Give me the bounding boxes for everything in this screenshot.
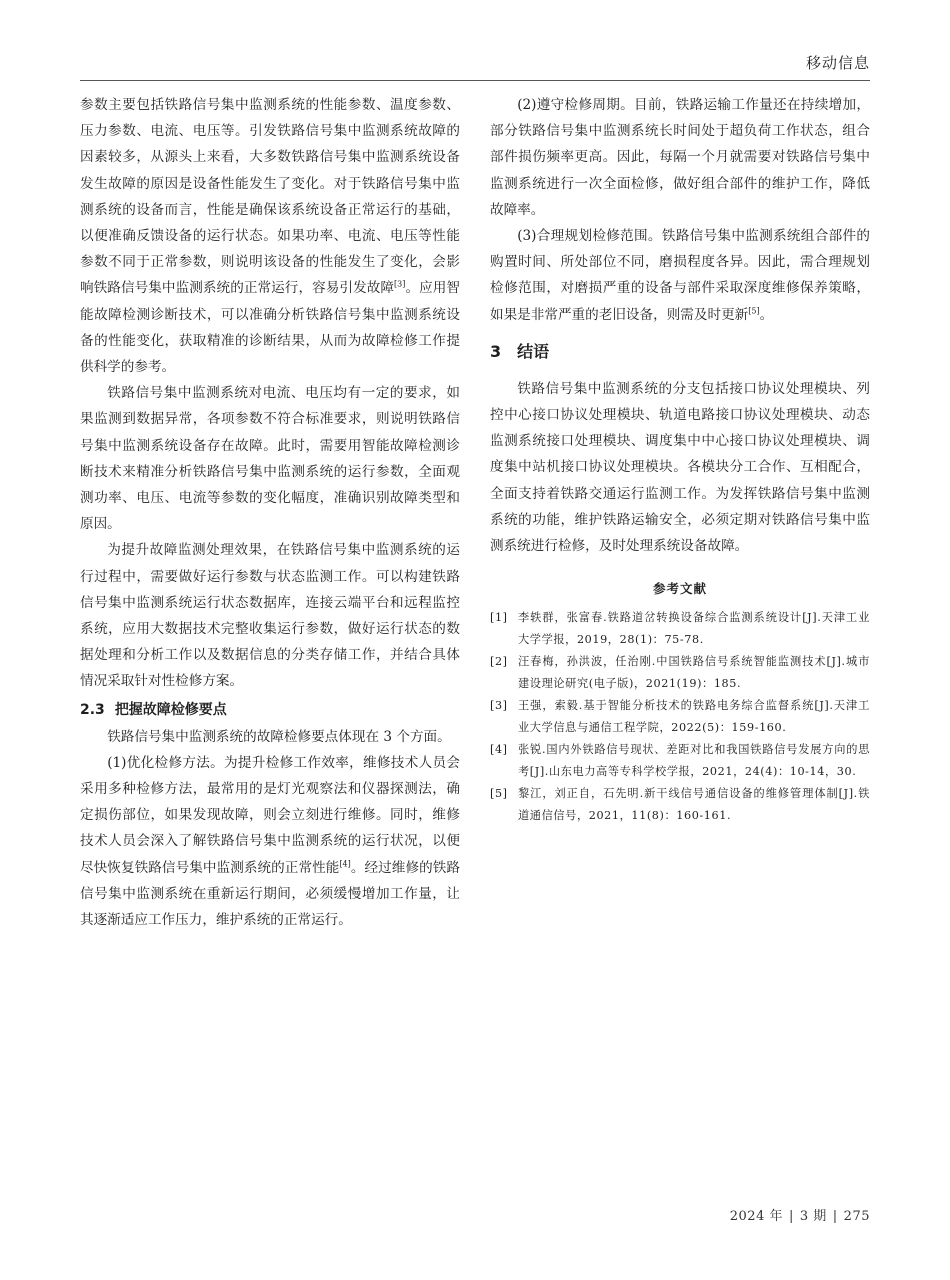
reference-number: [1] [490, 611, 508, 625]
page-number: 275 [843, 1209, 870, 1224]
paragraph-1-text: 参数主要包括铁路信号集中监测系统的性能参数、温度参数、压力参数、电流、电压等。引发铁路信号集中监测系统故障的因素较多，从源头上来看，大多数铁路信号集中监测系统设备发生故障的原因是设备性能发生了变化。对于铁路信号集中监测系统的设备而言，性能是确保该系统设备正常运行的基础，以便准确反馈设备的运行状态。如果功率、电流、电压等性能参数不同于正常参数，则说明该设备的性能发生了变化，会影响铁路信号集中监测系统的正常运行，容易引发故障 [80, 97, 460, 297]
citation-4[interactable]: [4] [339, 859, 351, 869]
references-list [490, 607, 870, 827]
paragraph-3: 为提升故障监测处理效果，在铁路信号集中监测系统的运行过程中，需要做好运行参数与状态监测工作。可以构建铁路信号集中监测系统运行状态数据库，连接云端平台和远程监控系统，应用大数据技术完整收集运行参数，做好运行状态的数据处理和分析工作以及数据信息的分类存储工作，并结合具体情况采取针对性检修方案。 [80, 542, 460, 690]
header-divider [80, 80, 870, 81]
reference-number: [2] [490, 655, 508, 669]
reference-item [490, 739, 870, 783]
paragraph-5 [80, 750, 460, 933]
journal-name: 移动信息 [805, 54, 870, 72]
reference-number: [5] [490, 787, 508, 801]
section-2-3-number: 2.3 [80, 701, 105, 718]
footer-separator: | [788, 1209, 794, 1224]
left-column [80, 92, 460, 933]
paragraph-5-text-cont: 。经过维修的铁路信号集中监测系统在重新运行期间，必须缓慢增加工作量，让其逐渐适应工作压力，维护系统的正常运行。 [80, 859, 461, 929]
reference-item [490, 695, 870, 739]
page-footer [730, 1205, 870, 1224]
footer-separator: | [832, 1209, 838, 1224]
paragraph-5-text: (1)优化检修方法。为提升检修工作效率，维修技术人员会采用多种检修方法，最常用的是灯光观察法和仪器探测法，确定损伤部位，如果发现故障，则会立刻进行维修。同时，维修技术人员会深入了解铁路信号集中监测系统的运行状况，以便尽快恢复铁路信号集中监测系统的正常性能 [80, 754, 460, 876]
section-3-heading [490, 340, 870, 364]
reference-item [490, 651, 870, 695]
paragraph-2: 铁路信号集中监测系统对电流、电压均有一定的要求，如果监测到数据异常，各项参数不符合标准要求，则说明铁路信号集中监测系统设备存在故障。此时，需要用智能故障检测诊断技术来精准分析铁路信号集中监测系统的运行参数，全面观测功率、电压、电流等参数的变化幅度，准确识别故障类型和原因。 [80, 385, 460, 533]
paragraph-7-text: (3)合理规划检修范围。铁路信号集中监测系统组合部件的购置时间、所处部位不同，磨损程度各异。因此，需合理规划检修范围，对磨损严重的设备与部件采取深度维修保养策略，如果是非常严重的老旧设备，则需及时更新 [490, 228, 870, 323]
section-3-title: 结语 [517, 341, 550, 361]
paragraph-7 [490, 223, 870, 328]
paragraph-6: (2)遵守检修周期。目前，铁路运输工作量还在持续增加，部分铁路信号集中监测系统长时间处于超负荷工作状态，组合部件损伤频率更高。因此，每隔一个月就需要对铁路信号集中监测系统进行一次全面检修，做好组合部件的维护工作，降低故障率。 [490, 97, 870, 218]
reference-text: 张锐.国内外铁路信号现状、差距对比和我国铁路信号发展方向的思考[J].山东电力高等专科学校学报，2021，24(4)：10-14，30. [518, 743, 870, 779]
citation-5[interactable]: [5] [748, 306, 760, 316]
section-2-3-title: 把握故障检修要点 [114, 701, 227, 718]
paragraph-8: 铁路信号集中监测系统的分支包括接口协议处理模块、列控中心接口协议处理模块、轨道电路接口协议处理模块、动态监测系统接口处理模块、调度集中中心接口协议处理模块、调度集中站机接口协议处理模块。各模块分工合作、互相配合，全面支持着铁路交通运行监测工作。为发挥铁路信号集中监测系统的功能，维护铁路运输安全，必须定期对铁路信号集中监测系统进行检修，及时处理系统设备故障。 [490, 380, 870, 555]
paragraph-4: 铁路信号集中监测系统的故障检修要点体现在 3 个方面。 [107, 728, 451, 745]
reference-item [490, 607, 870, 651]
right-column [490, 92, 870, 827]
section-2-3-heading [80, 698, 460, 722]
reference-text: 王强，索毅.基于智能分析技术的铁路电务综合监督系统[J].天津工业大学信息与通信工程学院，2022(5)：159-160. [518, 699, 870, 735]
footer-year: 2024 年 [729, 1209, 783, 1224]
paragraph-1 [80, 92, 460, 380]
reference-number: [3] [490, 699, 508, 713]
section-3-number: 3 [490, 341, 502, 361]
reference-number: [4] [490, 743, 508, 757]
reference-text: 李轶群，张富春.铁路道岔转换设备综合监测系统设计[J].天津工业大学学报，2019，28(1)：75-78. [518, 611, 870, 647]
footer-issue: 3 期 [799, 1209, 827, 1224]
references-title: 参考文献 [652, 581, 707, 597]
reference-text: 汪春梅，孙洪波，任治刚.中国铁路信号系统智能监测技术[J].城市建设理论研究(电子版)，2021(19)：185. [518, 655, 870, 691]
citation-3[interactable]: [3] [394, 279, 406, 289]
reference-item [490, 783, 870, 827]
paragraph-1-text-cont: 。应用智能故障检测诊断技术，可以准确分析铁路信号集中监测系统设备的性能变化，获取精准的诊断结果，从而为故障检修工作提供科学的参考。 [80, 280, 461, 376]
reference-text: 黎江，刘正自，石先明.新干线信号通信设备的维修管理体制[J].铁道通信信号，2021，11(8)：160-161. [518, 787, 870, 823]
paragraph-7-text-cont: 。 [759, 306, 774, 323]
